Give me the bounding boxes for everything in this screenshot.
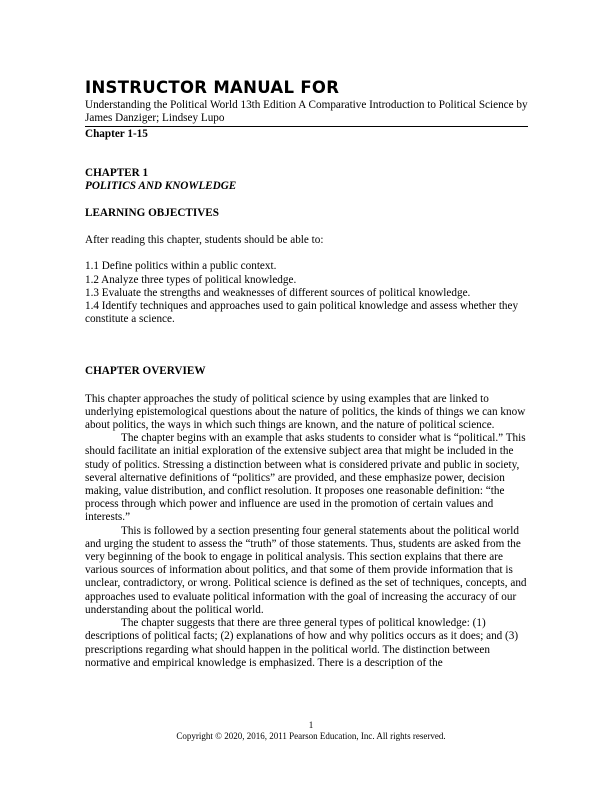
objectives-intro: After reading this chapter, students should be able to: [85,234,324,247]
copyright-notice: Copyright © 2020, 2016, 2011 Pearson Education, Inc. All rights reserved. [176,731,446,741]
overview-body [85,393,528,670]
chapter-name: POLITICS AND KNOWLEDGE [85,179,237,192]
chapter-overview-heading: CHAPTER OVERVIEW [85,365,206,378]
objectives-list [85,260,528,326]
title-divider [85,126,528,127]
overview-paragraph: The chapter suggests that there are three general types of political knowledge: (1) descriptions of political facts; (2) explanations of how and why politics occurs as it does; and (3) prescriptions regarding what should happen in the political world. The distinction between normative and empirical knowledge is emphasized. There is a description of the [85,617,519,669]
objective-item: 1.1 Define politics within a public context. [85,260,277,273]
overview-paragraph: This chapter approaches the study of political science by using examples that are linked to underlying epistemological questions about the nature of politics, the kinds of things we can know about politics, the ways in which such things are known, and the nature of political science. [85,392,526,432]
learning-objectives-heading: LEARNING OBJECTIVES [85,207,219,220]
page-number: 1 [308,720,314,730]
objective-item: 1.3 Evaluate the strengths and weaknesses of different sources of political knowledge. [85,286,471,299]
overview-paragraph: The chapter begins with an example that asks students to consider what is “political.” This should facilitate an initial exploration of the extensive subject area that might be included in the study of politics. Stressing a distinction between what is considered private and public in society, several alternative definitions of “politics” are provided, and these emphasize power, decision making, value distribution, and conflict resolution. It proposes one reasonable definition: “the process through which power and influence are used in the promotion of certain values and interests.” [85,432,526,524]
chapter-range: Chapter 1-15 [85,128,148,141]
objective-item: 1.2 Analyze three types of political knowledge. [85,273,297,286]
book-subtitle: Understanding the Political World 13th Edition A Comparative Introduction to Political Science by James Danziger; Lindsey Lupo [85,99,528,125]
document-page [85,78,528,670]
chapter-label: CHAPTER 1 [85,166,149,179]
page-footer [0,720,612,742]
objective-item: 1.4 Identify techniques and approaches used to gain political knowledge and assess whether they constitute a science. [85,300,519,326]
document-title: INSTRUCTOR MANUAL FOR [85,78,340,97]
overview-paragraph: This is followed by a section presenting four general statements about the political world and urging the student to assess the “truth” of those statements. Thus, students are asked from the very beginning of the book to engage in political analysis. This section explains that there are various sources of information about politics, and that some of them provide information that is unclear, contradictory, or wrong. Political science is defined as the set of techniques, concepts, and approaches used to evaluate political information with the goal of increasing the accuracy of our understanding about the political world. [85,524,527,616]
